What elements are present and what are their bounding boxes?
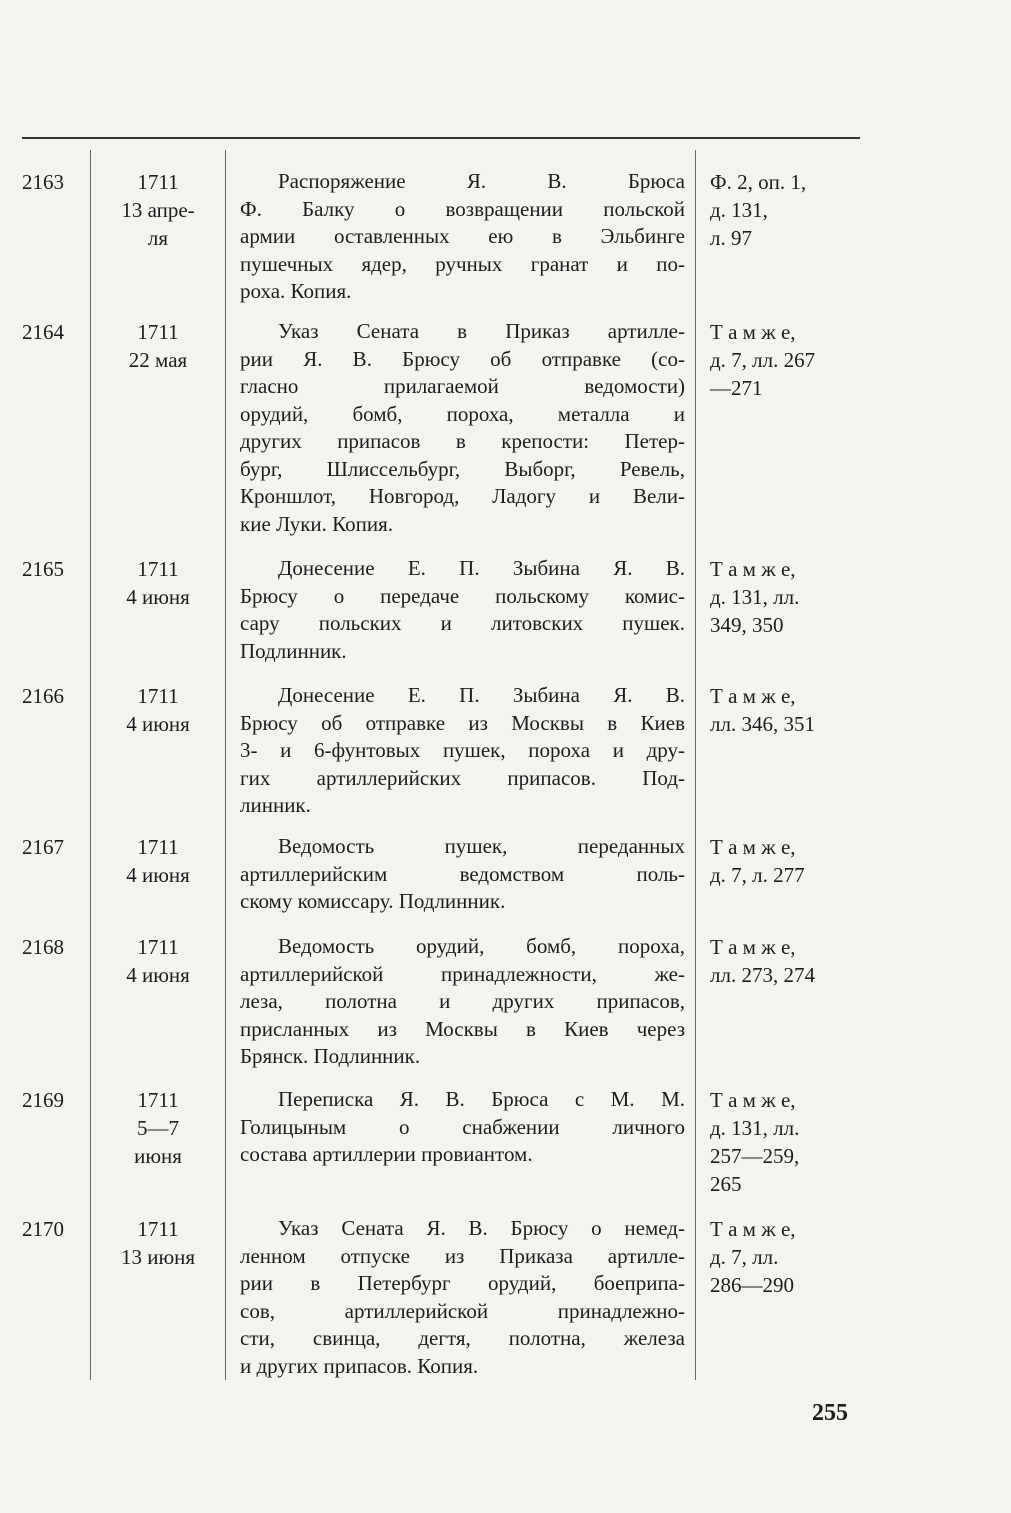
entry-reference-line: Ф. 2, оп. 1, [710,170,807,194]
entry-description-line: артиллерийским ведомством поль- [240,861,685,886]
entry-description-line: орудий, бомб, пороха, металла и [240,401,685,426]
column-divider-number [90,150,91,1380]
entry-reference-line: лл. 273, 274 [710,963,815,987]
entry-description-line: роха. Копия. [240,279,352,303]
entry-number: 2170 [22,1217,64,1241]
entry-description-line: сов, артиллерийской принадлежно- [240,1298,685,1323]
entry-reference-line: д. 131, лл. [710,1116,800,1140]
entry-description-line: Кроншлот, Новгород, Ладогу и Вели- [240,484,685,508]
entry-date-line: 1711 [137,170,179,194]
entry-description-line: Указ Сената в Приказ артилле- [278,319,685,343]
entry-date-line: 4 июня [126,863,190,887]
entry-description [240,1086,685,1169]
entry-reference-line: д. 7, лл. 267 [710,348,816,372]
entry-description [240,833,685,916]
entry-date [108,933,208,989]
column-divider-reference [695,150,696,1380]
entry-reference-line: Т а м ж е, [710,320,796,344]
entry-date [108,1215,208,1271]
entry-description [240,168,685,306]
entry-description-line: рии в Петербург орудий, боеприпа- [240,1271,685,1295]
entry-description-line: сару польских и литовских пушек. [240,611,685,635]
entry-description-line: гих артиллерийских припасов. Под- [240,765,685,790]
entry-description-line: леза, полотна и других припасов, [240,989,685,1013]
entry-reference-line: Т а м ж е, [710,684,796,708]
entry-reference-line: Т а м ж е, [710,935,796,959]
entry-description-line: Ведомость пушек, переданных [278,834,685,858]
entry-description-line: Брянск. Подлинник. [240,1044,421,1068]
entry-date [108,318,208,374]
entry-reference-line: 265 [710,1172,742,1196]
entry-description-line: состава артиллерии провиантом. [240,1142,533,1166]
entry-archive-reference [710,555,870,639]
entry-reference-line: д. 7, л. 277 [710,863,805,887]
entry-description-line: Донесение Е. П. Зыбина Я. В. [278,556,685,580]
entry-reference-line: д. 131, [710,198,768,222]
entry-date-line: 1711 [137,1217,179,1241]
entry-date [108,682,208,738]
entry-description [240,555,685,665]
entry-description-line: пушечных ядер, ручных гранат и по- [240,251,685,276]
column-divider-date [225,150,226,1380]
entry-description-line: Брюсу о передаче польскому комис- [240,583,685,608]
entry-description [240,318,685,538]
entry-date [108,833,208,889]
entry-number: 2166 [22,684,64,708]
entry-reference-line: 257—259, [710,1144,800,1168]
entry-description-line: других припасов в крепости: Петер- [240,429,685,453]
entry-archive-reference [710,933,870,989]
entry-description-line: Донесение Е. П. Зыбина Я. В. [278,683,685,707]
entry-number: 2168 [22,935,64,959]
entry-description [240,933,685,1071]
entry-date-line: 22 мая [128,348,188,372]
entry-description-line: 3- и 6-фунтовых пушек, пороха и дру- [240,738,685,762]
entry-date-line: июня [134,1144,182,1168]
entry-date [108,1086,208,1170]
entry-description-line: армии оставленных ею в Эльбинге [240,224,685,248]
entry-archive-reference [710,1086,870,1198]
entry-description-line: Ф. Балку о возвращении польской [240,196,685,221]
entry-description-line: сти, свинца, дегтя, полотна, железа [240,1326,685,1350]
entry-date [108,555,208,611]
entry-date-line: 4 июня [126,585,190,609]
entry-date-line: ля [147,226,169,250]
entry-reference-line: Т а м ж е, [710,835,796,859]
entry-date [108,168,208,252]
entry-reference-line: 349, 350 [710,613,784,637]
entry-reference-line: Т а м ж е, [710,557,796,581]
entry-date-line: 1711 [137,557,179,581]
entry-reference-line: 286—290 [710,1273,794,1297]
entry-reference-line: лл. 346, 351 [710,712,815,736]
entry-date-line: 4 июня [126,963,190,987]
entry-archive-reference [710,1215,870,1299]
entry-date-line: 1711 [137,320,179,344]
entry-number: 2165 [22,557,64,581]
entry-description-line: скому комиссару. Подлинник. [240,889,506,913]
page-number: 255 [812,1400,848,1426]
entry-description-line: бург, Шлиссельбург, Выборг, Ревель, [240,456,685,481]
entry-date-line: 4 июня [126,712,190,736]
entry-archive-reference [710,833,870,889]
entry-reference-line: д. 7, лл. [710,1245,779,1269]
entry-description-line: ленном отпуске из Приказа артилле- [240,1243,685,1268]
entry-archive-reference [710,682,870,738]
entry-description-line: рии Я. В. Брюсу об отправке (со- [240,346,685,371]
entry-description-line: линник. [240,793,311,817]
entry-description-line: Указ Сената Я. В. Брюсу о немед- [278,1216,685,1240]
entry-description-line: Переписка Я. В. Брюса с М. М. [278,1087,685,1111]
entry-reference-line: Т а м ж е, [710,1088,796,1112]
entry-description [240,682,685,820]
entry-description-line: Распоряжение Я. В. Брюса [278,169,685,193]
entry-date-line: 1711 [137,684,179,708]
entry-description-line: Голицыным о снабжении личного [240,1114,685,1139]
entry-archive-reference [710,318,870,402]
entry-description-line: и других припасов. Копия. [240,1353,479,1378]
entry-archive-reference [710,168,870,252]
entry-reference-line: л. 97 [710,226,752,250]
entry-description-line: Ведомость орудий, бомб, пороха, [278,934,685,958]
entry-reference-line: д. 131, лл. [710,585,800,609]
entry-date-line: 13 июня [120,1245,196,1269]
entry-description-line: гласно прилагаемой ведомости) [240,374,685,398]
entry-reference-line: Т а м ж е, [710,1217,796,1241]
entry-date-line: 13 апре- [121,198,195,222]
entry-date-line: 1711 [137,935,179,959]
entry-description-line: кие Луки. Копия. [240,511,394,536]
entry-number: 2163 [22,170,64,194]
entry-description-line: Брюсу об отправке из Москвы в Киев [240,710,685,735]
entry-description-line: Подлинник. [240,638,347,663]
entry-date-line: 1711 [137,1088,179,1112]
entry-number: 2167 [22,835,64,859]
entry-description-line: артиллерийской принадлежности, же- [240,961,685,986]
entry-description-line: присланных из Москвы в Киев через [240,1016,685,1041]
top-rule [22,137,860,139]
entry-number: 2164 [22,320,64,344]
entry-reference-line: —271 [710,376,763,400]
entry-number: 2169 [22,1088,64,1112]
entry-date-line: 5—7 [137,1116,179,1140]
entry-description [240,1215,685,1380]
entry-date-line: 1711 [137,835,179,859]
